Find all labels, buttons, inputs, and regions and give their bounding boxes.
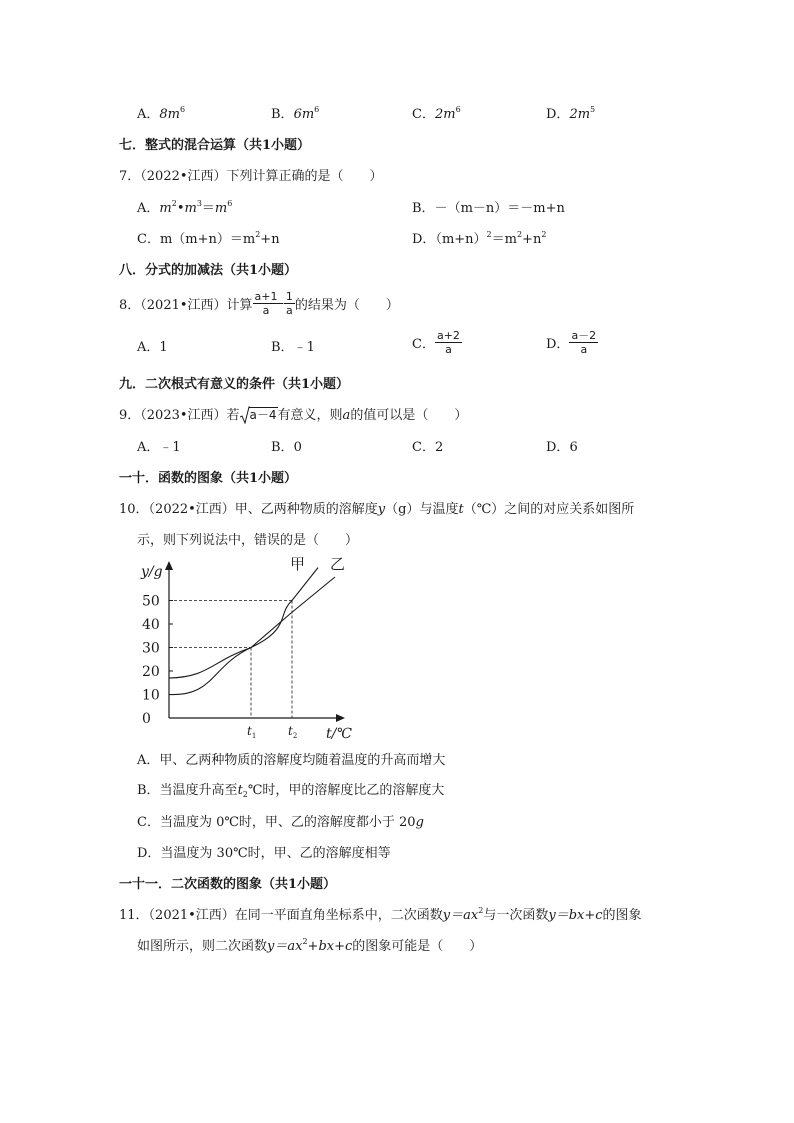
q9-option-a: A．﹣1 bbox=[137, 440, 181, 455]
y-tick-label: 20 bbox=[142, 664, 160, 680]
q8-option-c: C． $\frac{a+2}{a}$ bbox=[412, 329, 460, 356]
y-tick-label: 30 bbox=[142, 640, 160, 657]
q8-option-b: B．﹣1 bbox=[271, 340, 315, 355]
q8-option-d: D． $\frac{a-2}{a}$ bbox=[546, 329, 597, 356]
q9-option-c: C．2 bbox=[412, 440, 444, 455]
q8-fraction-2: $\frac{1}{a}$ bbox=[285, 290, 293, 317]
q8-fraction-1: $\frac{a+1}{a}$ bbox=[254, 290, 278, 317]
section-9-heading: 九．二次根式有意义的条件（共1小题） bbox=[119, 377, 350, 392]
x-axis-label: t/℃ bbox=[326, 726, 353, 742]
y-tick-label: 40 bbox=[142, 617, 160, 633]
q6-option-a: A．$8m^6$ bbox=[137, 105, 186, 122]
y-tick-label: 0 bbox=[142, 711, 151, 727]
series-yi-line bbox=[169, 577, 335, 678]
q6-option-b: B．$6m^6$ bbox=[271, 105, 320, 122]
q11-stem-line2: 如图所示，则二次函数$y=ax^2+bx+c$的图象可能是（ ） bbox=[137, 937, 483, 954]
series-jia-label: 甲 bbox=[290, 556, 306, 573]
x-tick-label: $t_2$ bbox=[288, 724, 298, 740]
q6-option-c: C．$2m^6$ bbox=[412, 105, 461, 122]
q9-stem: 9．（2023•江西）若 a－4有意义，则a的值可以是（ ） bbox=[119, 408, 468, 423]
section-8-heading: 八．分式的加减法（共1小题） bbox=[119, 263, 298, 278]
y-axis-arrow bbox=[165, 561, 173, 570]
q9-sqrt: a－4 bbox=[240, 406, 278, 423]
solubility-chart bbox=[130, 556, 360, 746]
q10-option-c: C．当温度为 0℃时，甲、乙的溶解度都小于 20g bbox=[137, 815, 424, 830]
q8-option-a: A．1 bbox=[137, 340, 168, 355]
series-yi-label: 乙 bbox=[330, 556, 346, 573]
q11-stem-line1: 11．（2021•江西）在同一平面直角坐标系中，二次函数$y=ax^2$与一次函数y＝bx+c的图象 bbox=[119, 906, 642, 923]
q6-option-d: D．$2m^5$ bbox=[546, 105, 596, 122]
q10-option-b: B．当温度升高至$t_2℃$时，甲的溶解度比乙的溶解度大 bbox=[137, 783, 445, 799]
q10-option-d: D．当温度为 30℃时，甲、乙的溶解度相等 bbox=[137, 846, 391, 861]
q9-option-b: B．0 bbox=[271, 440, 302, 455]
section-7-heading: 七．整式的混合运算（共1小题） bbox=[119, 138, 311, 153]
q7-option-d: D．$(m+n)^2=m^2+n^2$ bbox=[412, 230, 547, 247]
q10-option-a: A．甲、乙两种物质的溶解度均随着温度的升高而增大 bbox=[137, 753, 446, 768]
q10-stem-line2: 示，则下列说法中，错误的是（ ） bbox=[137, 533, 359, 548]
x-tick-label: $t_1$ bbox=[247, 724, 257, 740]
q8-stem: 8．（2021•江西）计算 $\frac{a+1}{a}$ - $\frac{1}{a}$ 的结果为（ ） bbox=[119, 290, 399, 317]
y-axis-label: y/g bbox=[141, 564, 163, 580]
q10-stem-line1: 10．（2022•江西）甲、乙两种物质的溶解度y（g）与温度t（℃）之间的对应关系如图所 bbox=[119, 502, 635, 517]
q7-option-a: A．$m^2•m^3=m^6$ bbox=[137, 199, 233, 216]
y-tick-label: 50 bbox=[142, 593, 160, 610]
q7-stem: 7．（2022•江西）下列计算正确的是（ ） bbox=[119, 169, 383, 184]
y-tick-label: 10 bbox=[142, 687, 160, 704]
x-axis-arrow bbox=[336, 714, 345, 722]
q9-option-d: D．6 bbox=[546, 440, 578, 455]
q7-option-c: C．$m(m+n)=m^2+n$ bbox=[137, 230, 280, 247]
section-10-heading: 一十．函数的图象（共1小题） bbox=[119, 471, 298, 486]
q7-option-b: B．－（m－n）＝－m+n bbox=[412, 201, 565, 216]
section-11-heading: 一十一．二次函数的图象（共1小题） bbox=[119, 877, 337, 892]
